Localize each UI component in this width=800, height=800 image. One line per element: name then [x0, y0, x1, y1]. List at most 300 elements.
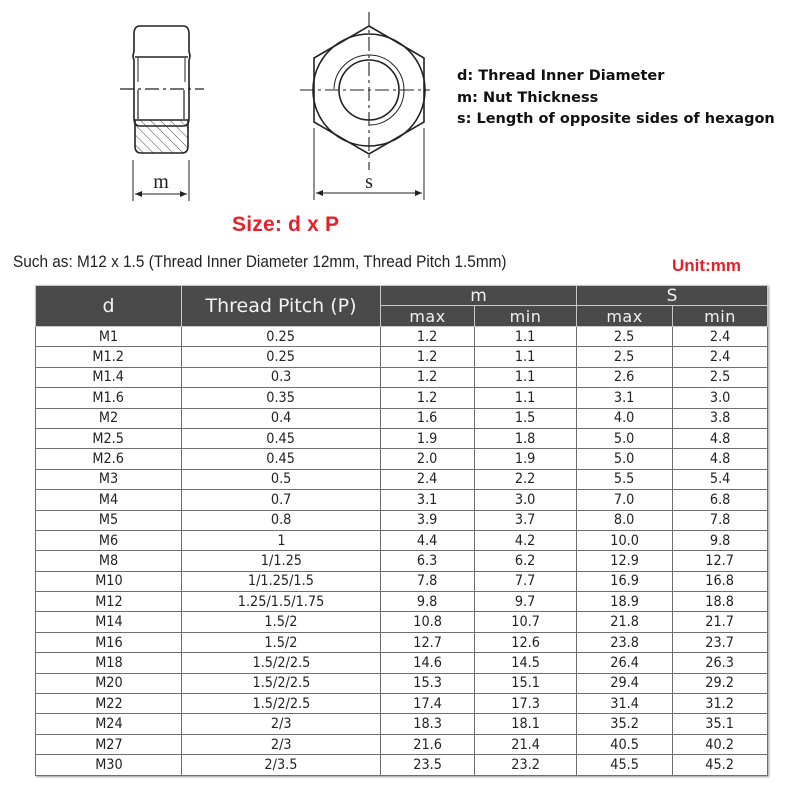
cell-d-text: M4 — [98, 491, 119, 508]
cell-thread-pitch-text: 1.5/2 — [264, 634, 298, 651]
cell-s-min — [673, 551, 768, 571]
cell-m-max — [381, 408, 475, 428]
cell-thread-pitch — [182, 530, 381, 550]
cell-m-min-text: 1.1 — [515, 349, 536, 366]
cell-s-min-text: 29.2 — [705, 675, 735, 692]
cell-d — [36, 592, 182, 612]
cell-d — [36, 571, 182, 591]
cell-thread-pitch — [182, 388, 381, 408]
cell-thread-pitch-text: 1/1.25 — [260, 552, 302, 569]
cell-m-min-text: 21.4 — [511, 736, 540, 753]
cell-s-min — [673, 510, 768, 530]
cell-m-max-text: 1.9 — [417, 430, 438, 447]
cell-s-max — [577, 694, 673, 714]
cell-m-max-text: 4.4 — [417, 532, 438, 549]
cell-s-max — [577, 734, 673, 754]
cell-m-max-text: 12.7 — [413, 634, 442, 651]
header-s-group: S — [577, 286, 768, 306]
cell-s-min-text: 4.8 — [709, 451, 731, 468]
cell-m-min-text: 3.0 — [515, 491, 536, 508]
cell-s-max — [577, 632, 673, 652]
cell-s-max-text: 29.4 — [610, 675, 639, 692]
cell-d-text: M10 — [94, 573, 123, 590]
cell-thread-pitch — [182, 449, 381, 469]
cell-s-max-text: 18.9 — [610, 593, 639, 610]
cell-s-min — [673, 327, 768, 347]
cell-s-min — [673, 408, 768, 428]
cell-thread-pitch — [182, 367, 381, 387]
cell-m-min — [475, 612, 577, 632]
cell-s-min-text: 45.2 — [705, 756, 735, 773]
cell-m-max — [381, 734, 475, 754]
cell-m-max — [381, 510, 475, 530]
cell-d — [36, 755, 182, 775]
cell-m-max — [381, 428, 475, 448]
nut-spec-table — [35, 285, 768, 776]
cell-m-min-text: 1.5 — [515, 410, 536, 427]
table-row — [36, 673, 768, 693]
cell-s-max-text: 10.0 — [610, 532, 639, 549]
cell-m-min — [475, 632, 577, 652]
cell-d-text: M8 — [98, 552, 119, 569]
cell-s-max — [577, 612, 673, 632]
cell-d-text: M1 — [98, 328, 119, 345]
cell-m-min-text: 23.2 — [511, 756, 540, 773]
dimension-legend — [457, 66, 775, 131]
cell-m-max-text: 1.2 — [417, 369, 438, 386]
hex-nut-diagram — [0, 0, 430, 210]
table-row — [36, 388, 768, 408]
cell-m-max — [381, 755, 475, 775]
cell-thread-pitch — [182, 612, 381, 632]
cell-m-max — [381, 592, 475, 612]
cell-m-min — [475, 367, 577, 387]
cell-m-min — [475, 551, 577, 571]
cell-s-min — [673, 530, 768, 550]
cell-m-max-text: 2.0 — [417, 451, 438, 468]
cell-thread-pitch-text: 1.5/2 — [264, 614, 298, 631]
cell-thread-pitch — [182, 327, 381, 347]
cell-s-min-text: 2.4 — [709, 349, 731, 366]
cell-s-max — [577, 571, 673, 591]
cell-m-min-text: 3.7 — [515, 512, 536, 529]
table-row — [36, 612, 768, 632]
cell-d — [36, 428, 182, 448]
cell-m-max-text: 17.4 — [413, 695, 442, 712]
cell-thread-pitch — [182, 673, 381, 693]
cell-m-max — [381, 347, 475, 367]
table-row — [36, 408, 768, 428]
header-m-group: m — [381, 286, 577, 306]
cell-d-text: M24 — [94, 716, 123, 733]
cell-thread-pitch — [182, 408, 381, 428]
cell-m-min — [475, 714, 577, 734]
cell-s-max — [577, 408, 673, 428]
cell-d-text: M2.5 — [92, 430, 125, 447]
cell-m-max-text: 7.8 — [417, 573, 438, 590]
cell-d-text: M1.4 — [92, 369, 125, 386]
cell-thread-pitch-text: 0.3 — [270, 369, 292, 386]
table-row — [36, 367, 768, 387]
cell-s-min — [673, 653, 768, 673]
cell-m-max-text: 1.6 — [417, 410, 438, 427]
cell-s-min-text: 26.3 — [705, 654, 735, 671]
cell-s-max-text: 16.9 — [610, 573, 639, 590]
cell-s-max — [577, 551, 673, 571]
cell-s-max — [577, 714, 673, 734]
cell-m-max — [381, 551, 475, 571]
cell-m-min-text: 10.7 — [511, 614, 540, 631]
cell-m-max-text: 1.2 — [417, 389, 438, 406]
cell-s-max — [577, 755, 673, 775]
cell-thread-pitch — [182, 694, 381, 714]
cell-s-max-text: 2.5 — [614, 328, 635, 345]
cell-m-min — [475, 673, 577, 693]
cell-m-min-text: 15.1 — [511, 675, 540, 692]
cell-d — [36, 327, 182, 347]
cell-m-min-text: 7.7 — [515, 573, 536, 590]
cell-d-text: M2.6 — [92, 451, 125, 468]
cell-s-min-text: 12.7 — [705, 552, 735, 569]
cell-m-min — [475, 428, 577, 448]
cell-thread-pitch-text: 0.8 — [270, 512, 292, 529]
cell-s-max — [577, 530, 673, 550]
cell-thread-pitch-text: 0.35 — [266, 389, 296, 406]
cell-m-min — [475, 571, 577, 591]
cell-s-min — [673, 694, 768, 714]
legend-item-s: s: Length of opposite sides of hexagon — [457, 111, 775, 127]
cell-s-min — [673, 490, 768, 510]
cell-d — [36, 530, 182, 550]
cell-s-min — [673, 755, 768, 775]
cell-m-max — [381, 694, 475, 714]
header-m-max: max — [381, 306, 475, 327]
cell-m-max-text: 6.3 — [417, 552, 438, 569]
cell-m-min — [475, 388, 577, 408]
legend-item-m: m: Nut Thickness — [457, 89, 599, 106]
cell-m-max — [381, 530, 475, 550]
dimension-label-m: m — [153, 171, 169, 193]
table-row — [36, 428, 768, 448]
cell-s-min-text: 3.0 — [709, 389, 731, 406]
cell-s-min — [673, 367, 768, 387]
cell-m-max-text: 18.3 — [413, 716, 442, 733]
cell-s-max-text: 2.5 — [614, 349, 635, 366]
cell-d — [36, 714, 182, 734]
cell-d-text: M14 — [94, 614, 123, 631]
cell-thread-pitch-text: 0.45 — [266, 451, 296, 468]
cell-thread-pitch-text: 0.25 — [266, 349, 296, 366]
cell-s-max-text: 40.5 — [610, 736, 639, 753]
cell-s-max-text: 5.0 — [614, 430, 635, 447]
header-s-max: max — [577, 306, 673, 327]
cell-s-min-text: 4.8 — [709, 430, 731, 447]
cell-thread-pitch — [182, 428, 381, 448]
cell-d — [36, 673, 182, 693]
cell-d-text: M2 — [98, 410, 119, 427]
cell-m-min — [475, 469, 577, 489]
cell-s-max-text: 31.4 — [610, 695, 639, 712]
size-title: Size: d x P — [232, 213, 340, 236]
cell-s-min — [673, 469, 768, 489]
cell-m-max — [381, 673, 475, 693]
table-row — [36, 490, 768, 510]
cell-s-max-text: 5.0 — [614, 451, 635, 468]
cell-thread-pitch — [182, 714, 381, 734]
cell-d-text: M12 — [94, 593, 123, 610]
cell-thread-pitch-text: 0.7 — [270, 491, 292, 508]
cell-m-min-text: 4.2 — [515, 532, 536, 549]
cell-d — [36, 469, 182, 489]
table-row — [36, 755, 768, 775]
cell-thread-pitch-text: 1/1.25/1.5 — [247, 573, 315, 590]
cell-m-max-text: 21.6 — [413, 736, 442, 753]
cell-d-text: M30 — [94, 756, 123, 773]
cell-s-min-text: 35.1 — [705, 716, 735, 733]
cell-s-max — [577, 673, 673, 693]
cell-s-max — [577, 469, 673, 489]
cell-s-max-text: 3.1 — [614, 389, 635, 406]
cell-m-max-text: 9.8 — [417, 593, 438, 610]
cell-d — [36, 510, 182, 530]
cell-thread-pitch-text: 1.25/1.5/1.75 — [237, 593, 325, 610]
cell-d-text: M1.2 — [92, 349, 125, 366]
cell-s-max — [577, 327, 673, 347]
cell-s-min-text: 31.2 — [705, 695, 735, 712]
cell-m-min-text: 1.9 — [515, 451, 536, 468]
cell-m-min-text: 1.8 — [515, 430, 536, 447]
cell-d — [36, 367, 182, 387]
cell-s-max-text: 23.8 — [610, 634, 639, 651]
cell-d-text: M20 — [94, 675, 123, 692]
example-text: Such as: M12 x 1.5 (Thread Inner Diameter 12mm, Thread Pitch 1.5mm) — [13, 253, 507, 271]
cell-m-min-text: 1.1 — [515, 389, 536, 406]
table-row — [36, 469, 768, 489]
cell-m-max-text: 1.2 — [417, 349, 438, 366]
cell-s-min-text: 40.2 — [705, 736, 735, 753]
cell-s-min-text: 9.8 — [709, 532, 731, 549]
cell-thread-pitch-text: 1.5/2/2.5 — [252, 695, 310, 712]
cell-s-min-text: 5.4 — [709, 471, 731, 488]
cell-m-max-text: 10.8 — [413, 614, 442, 631]
table-row — [36, 694, 768, 714]
cell-s-max — [577, 388, 673, 408]
cell-s-min — [673, 612, 768, 632]
cell-thread-pitch-text: 2/3 — [270, 736, 292, 753]
cell-m-min — [475, 734, 577, 754]
cell-s-min-text: 6.8 — [709, 491, 731, 508]
cell-d-text: M1.6 — [92, 389, 125, 406]
header-m-min: min — [475, 306, 577, 327]
cell-m-min-text: 9.7 — [515, 593, 536, 610]
cell-d — [36, 408, 182, 428]
cell-thread-pitch-text: 1.5/2/2.5 — [252, 654, 310, 671]
cell-m-min — [475, 755, 577, 775]
cell-d — [36, 490, 182, 510]
cell-thread-pitch — [182, 510, 381, 530]
cell-d — [36, 347, 182, 367]
table-row — [36, 714, 768, 734]
cell-s-min-text: 23.7 — [705, 634, 735, 651]
cell-m-min — [475, 530, 577, 550]
cell-m-min-text: 6.2 — [515, 552, 536, 569]
cell-thread-pitch — [182, 592, 381, 612]
cell-s-max — [577, 490, 673, 510]
cell-m-max-text: 2.4 — [417, 471, 438, 488]
cell-m-min — [475, 408, 577, 428]
cell-d-text: M3 — [98, 471, 119, 488]
cell-m-min-text: 18.1 — [511, 716, 540, 733]
unit-label: Unit:mm — [672, 256, 741, 275]
cell-d-text: M22 — [94, 695, 123, 712]
cell-d — [36, 388, 182, 408]
table-row — [36, 632, 768, 652]
cell-s-min-text: 16.8 — [705, 573, 735, 590]
table-row — [36, 449, 768, 469]
cell-s-max-text: 26.4 — [610, 654, 639, 671]
table-row — [36, 347, 768, 367]
cell-s-max-text: 12.9 — [610, 552, 639, 569]
cell-m-max — [381, 327, 475, 347]
cell-m-max — [381, 714, 475, 734]
cell-s-max-text: 5.5 — [614, 471, 635, 488]
cell-m-min — [475, 592, 577, 612]
cell-thread-pitch — [182, 653, 381, 673]
cell-thread-pitch-text: 2/3.5 — [264, 756, 298, 773]
cell-s-max — [577, 347, 673, 367]
header-s-min: min — [673, 306, 768, 327]
cell-d — [36, 632, 182, 652]
cell-m-min — [475, 694, 577, 714]
cell-d — [36, 612, 182, 632]
table-row — [36, 551, 768, 571]
cell-d — [36, 694, 182, 714]
cell-m-min-text: 1.1 — [515, 369, 536, 386]
cell-m-max — [381, 571, 475, 591]
cell-s-min-text: 3.8 — [709, 410, 731, 427]
table-row — [36, 530, 768, 550]
cell-s-min — [673, 449, 768, 469]
cell-m-min-text: 1.1 — [515, 328, 536, 345]
cell-d-text: M18 — [94, 654, 123, 671]
cell-s-min-text: 18.8 — [705, 593, 735, 610]
cell-m-max-text: 3.9 — [417, 512, 438, 529]
cell-s-max-text: 45.5 — [610, 756, 639, 773]
cell-m-min — [475, 327, 577, 347]
cell-m-max-text: 15.3 — [413, 675, 442, 692]
cell-thread-pitch — [182, 571, 381, 591]
cell-thread-pitch — [182, 755, 381, 775]
cell-s-max-text: 4.0 — [614, 410, 635, 427]
cell-m-max — [381, 469, 475, 489]
cell-s-max — [577, 367, 673, 387]
cell-m-min — [475, 653, 577, 673]
cell-m-max-text: 3.1 — [417, 491, 438, 508]
cell-s-max-text: 35.2 — [610, 716, 639, 733]
cell-m-min-text: 12.6 — [511, 634, 540, 651]
cell-thread-pitch-text: 0.25 — [266, 328, 296, 345]
cell-s-max-text: 21.8 — [610, 614, 639, 631]
cell-d-text: M27 — [94, 736, 123, 753]
table-row — [36, 571, 768, 591]
cell-m-max — [381, 612, 475, 632]
cell-thread-pitch — [182, 734, 381, 754]
cell-s-min-text: 7.8 — [709, 512, 731, 529]
cell-m-min-text: 14.5 — [511, 654, 540, 671]
table-row — [36, 327, 768, 347]
cell-s-min — [673, 673, 768, 693]
header-d: d — [36, 286, 182, 327]
cell-s-min — [673, 714, 768, 734]
cell-m-max — [381, 632, 475, 652]
dimension-label-s: s — [365, 171, 373, 193]
cell-s-min — [673, 632, 768, 652]
cell-s-min — [673, 592, 768, 612]
cell-s-min — [673, 734, 768, 754]
cell-thread-pitch — [182, 490, 381, 510]
cell-thread-pitch — [182, 551, 381, 571]
cell-m-min — [475, 449, 577, 469]
cell-m-min-text: 17.3 — [511, 695, 540, 712]
cell-d-text: M5 — [98, 512, 119, 529]
cell-s-max — [577, 510, 673, 530]
cell-thread-pitch-text: 0.4 — [270, 410, 292, 427]
cell-thread-pitch-text: 2/3 — [270, 716, 292, 733]
cell-thread-pitch-text: 1.5/2/2.5 — [252, 675, 310, 692]
cell-m-max — [381, 367, 475, 387]
cell-s-max-text: 8.0 — [614, 512, 635, 529]
table-row — [36, 653, 768, 673]
cell-m-max — [381, 490, 475, 510]
cell-s-min — [673, 571, 768, 591]
cell-thread-pitch — [182, 632, 381, 652]
cell-thread-pitch-text: 0.45 — [266, 430, 296, 447]
cell-m-min-text: 2.2 — [515, 471, 536, 488]
cell-d — [36, 449, 182, 469]
cell-d-text: M6 — [98, 532, 119, 549]
cell-s-max — [577, 449, 673, 469]
cell-m-min — [475, 510, 577, 530]
cell-m-min — [475, 347, 577, 367]
header-thread-pitch: Thread Pitch (P) — [182, 286, 381, 327]
cell-s-min — [673, 388, 768, 408]
cell-m-max-text: 14.6 — [413, 654, 442, 671]
cell-thread-pitch-text: 0.5 — [270, 471, 292, 488]
cell-m-max — [381, 449, 475, 469]
cell-s-max — [577, 653, 673, 673]
table-body — [36, 327, 768, 776]
cell-s-max — [577, 592, 673, 612]
cell-d — [36, 551, 182, 571]
cell-s-min-text: 21.7 — [705, 614, 735, 631]
cell-m-min — [475, 490, 577, 510]
cell-d-text: M16 — [94, 634, 123, 651]
cell-m-max — [381, 388, 475, 408]
cell-d — [36, 653, 182, 673]
cell-thread-pitch — [182, 347, 381, 367]
cell-s-min-text: 2.4 — [709, 328, 731, 345]
cell-s-max-text: 2.6 — [614, 369, 635, 386]
cell-m-max-text: 23.5 — [413, 756, 442, 773]
cell-s-min — [673, 428, 768, 448]
cell-s-max-text: 7.0 — [614, 491, 635, 508]
cell-thread-pitch — [182, 469, 381, 489]
cell-thread-pitch-text: 1 — [276, 532, 286, 549]
cell-m-max — [381, 653, 475, 673]
table-row — [36, 734, 768, 754]
cell-s-min-text: 2.5 — [709, 369, 731, 386]
cell-s-min — [673, 347, 768, 367]
